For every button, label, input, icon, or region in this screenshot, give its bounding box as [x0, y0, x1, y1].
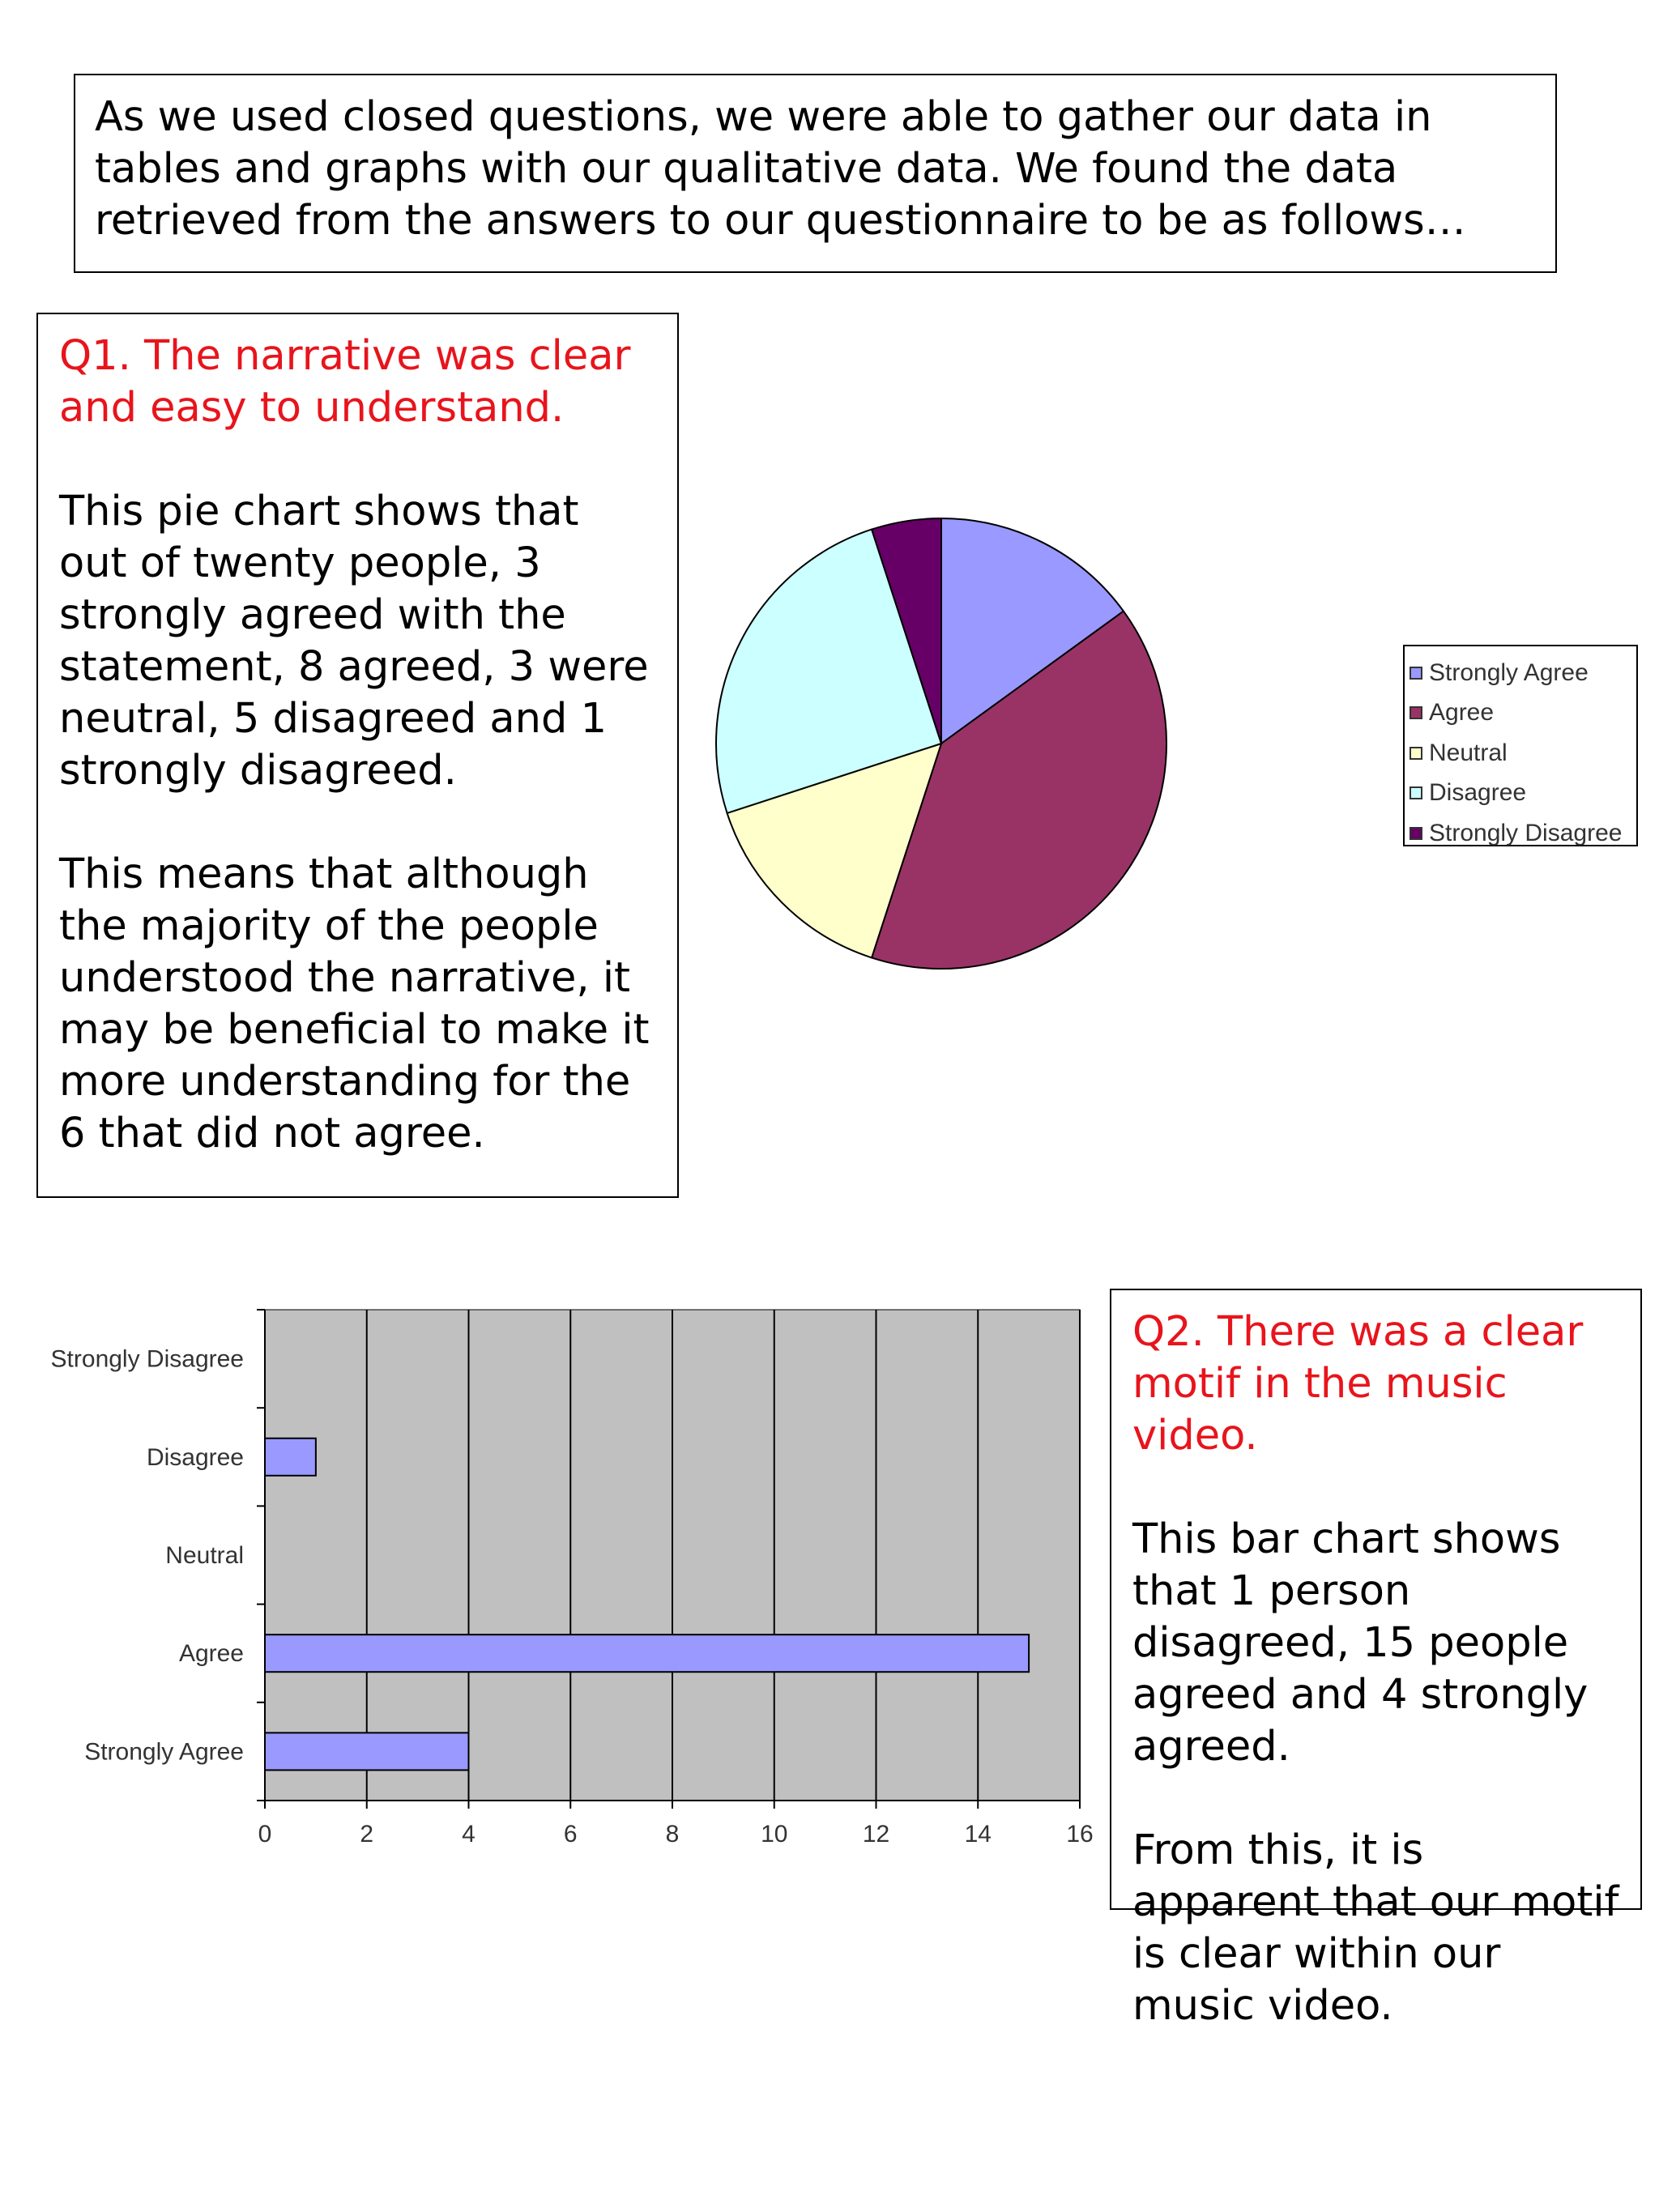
x-tick-label: 2 [360, 1821, 374, 1848]
intro-text: As we used closed questions, we were able to gather our data in tables and graphs with our qualitative data. We found the data retrieved from the answers to our questionnaire to be as follows… [95, 93, 1466, 245]
x-tick-label: 10 [761, 1821, 788, 1848]
q2-title: Q2. There was a clear motif in the music video. [1132, 1308, 1584, 1460]
y-tick-label-strongly-disagree: Strongly Disagree [50, 1345, 244, 1373]
x-tick-label: 6 [563, 1821, 578, 1848]
q2-paragraph-1: This bar chart shows that 1 person disagreed, 15 people agreed and 4 strongly agreed. [1132, 1515, 1589, 1771]
bar-agree [265, 1634, 1029, 1672]
legend-label: Neutral [1429, 739, 1508, 766]
legend-label: Strongly Disagree [1429, 819, 1623, 846]
bar-disagree [265, 1438, 316, 1476]
x-tick-label: 0 [258, 1821, 272, 1848]
y-tick-label-strongly-agree: Strongly Agree [84, 1738, 244, 1766]
q1-paragraph-2: This means that although the majority of the people understood the narrative, it may be beneficial to make it more understanding for the 6 that did not agree. [59, 850, 650, 1157]
y-tick-label-neutral: Neutral [165, 1542, 244, 1569]
bar-strongly-agree [265, 1733, 469, 1770]
legend-label: Strongly Agree [1429, 658, 1589, 686]
x-tick-label: 14 [964, 1821, 992, 1848]
legend-label: Disagree [1429, 779, 1527, 807]
x-tick-label: 12 [862, 1821, 890, 1848]
q2-box [1110, 1289, 1642, 2030]
q1-paragraph-1: This pie chart shows that out of twenty people, 3 strongly agreed with the statement, 8 agreed, 3 were neutral, 5 disagreed and 1 strongly disagreed. [59, 488, 649, 795]
x-tick-label: 4 [462, 1821, 476, 1848]
x-tick-label: 8 [665, 1821, 680, 1848]
x-tick-label: 16 [1066, 1821, 1094, 1848]
q2-paragraph-2: From this, it is apparent that our motif is clear within our music video. [1132, 1826, 1619, 2030]
q1-title: Q1. The narrative was clear and easy to understand. [59, 332, 631, 432]
y-tick-label-disagree: Disagree [146, 1443, 244, 1471]
y-tick-label-agree: Agree [178, 1640, 244, 1668]
legend-label: Agree [1429, 699, 1495, 727]
